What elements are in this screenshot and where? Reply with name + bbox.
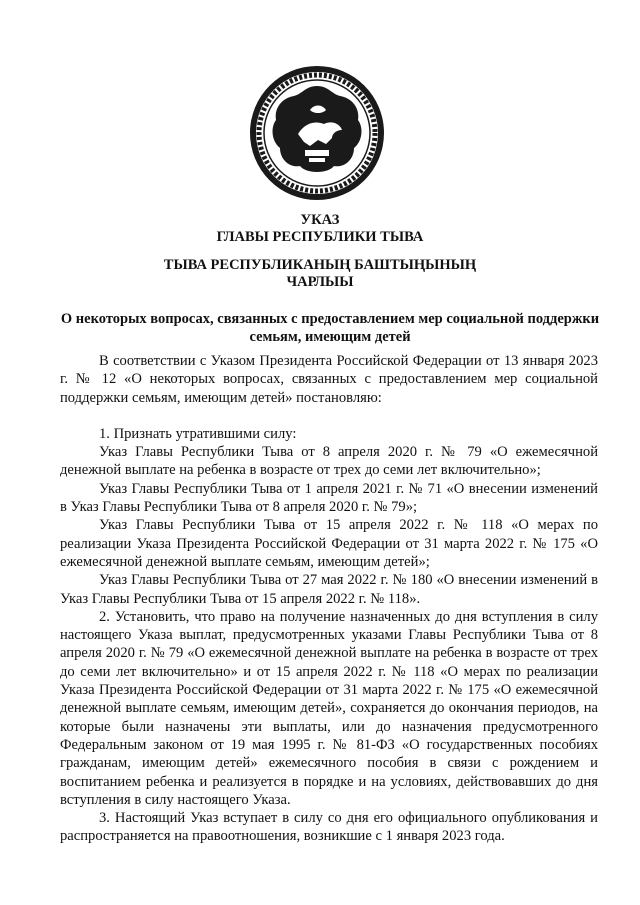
tuvan-title-line2: ЧАРЛЫЫ: [286, 274, 354, 290]
tuva-coat-of-arms-icon: [248, 64, 386, 202]
item-1-title: 1. Признать утратившими силу:: [99, 425, 297, 442]
preamble-paragraph: В соответствии с Указом Президента Российской Федерации от 13 января 2023 г. № 12 «О некоторых вопросах, связанных с предоставлением мер социальной поддержки семьям, имеющим детей» постановляю:: [60, 353, 598, 406]
decree-body: [60, 352, 598, 846]
decree-title-line1: УКАЗ: [300, 212, 340, 228]
decree-title-line2: ГЛАВЫ РЕСПУБЛИКИ ТЫВА: [216, 229, 424, 245]
tuvan-title-line1: ТЫВА РЕСПУБЛИКАНЫҢ БАШТЫҢЫНЫҢ: [163, 257, 477, 273]
item-1-decree-a: Указ Главы Республики Тыва от 8 апреля 2020 г. № 79 «О ежемесячной денежной выплате на ребенка в возрасте от трех до семи лет включительно»;: [60, 444, 598, 479]
item-1-decree-c: Указ Главы Республики Тыва от 15 апреля 2022 г. № 118 «О мерах по реализации Указа Президента Российской Федерации от 31 марта 2022 г. № 175 «О ежемесячной денежной выплате семьям, имеющим детей»;: [60, 517, 598, 570]
item-1-decree-b: Указ Главы Республики Тыва от 1 апреля 2021 г. № 71 «О внесении изменений в Указ Главы Республики Тыва от 8 апреля 2020 г. № 79»;: [60, 480, 598, 516]
item-1-decree-d: Указ Главы Республики Тыва от 27 мая 2022 г. № 180 «О внесении изменений в Указ Главы Республики Тыва от 15 апреля 2022 г. № 118».: [60, 572, 598, 607]
item-3-paragraph: 3. Настоящий Указ вступает в силу со дня его официального опубликования и распространяется на правоотношения, возникшие с 1 января 2023 года.: [60, 810, 598, 845]
decree-title-tuvan: [0, 257, 640, 291]
decree-subject: О некоторых вопросах, связанных с предоставлением мер социальной поддержки семьям, имеющим детей: [60, 311, 600, 345]
decree-title: [0, 212, 640, 246]
item-2-paragraph: 2. Установить, что право на получение назначенных до дня вступления в силу настоящего Указа выплат, предусмотренных указами Главы Республики Тыва от 8 апреля 2020 г. № 79 «О ежемесячной денежной выплате на ребенка в возрасте от трех до семи лет включительно» и от 15 апреля 2022 г. № 118 «О мерах по реализации Указа Президента Российской Федерации от 31 марта 2022 г. № 175 «О ежемесячной денежной выплате семьям, имеющим детей», сохраняется до окончания периодов, на которые были назначены эти выплаты, или до назначения предусмотренного Федеральным законом от 19 мая 1995 г. № 81-ФЗ «О государственных пособиях гражданам, имеющим детей» ежемесячного пособия в связи с рождением и воспитанием ребенка и реализуется в порядке и на условиях, действовавших до дня вступления в силу настоящего Указа.: [60, 608, 598, 808]
